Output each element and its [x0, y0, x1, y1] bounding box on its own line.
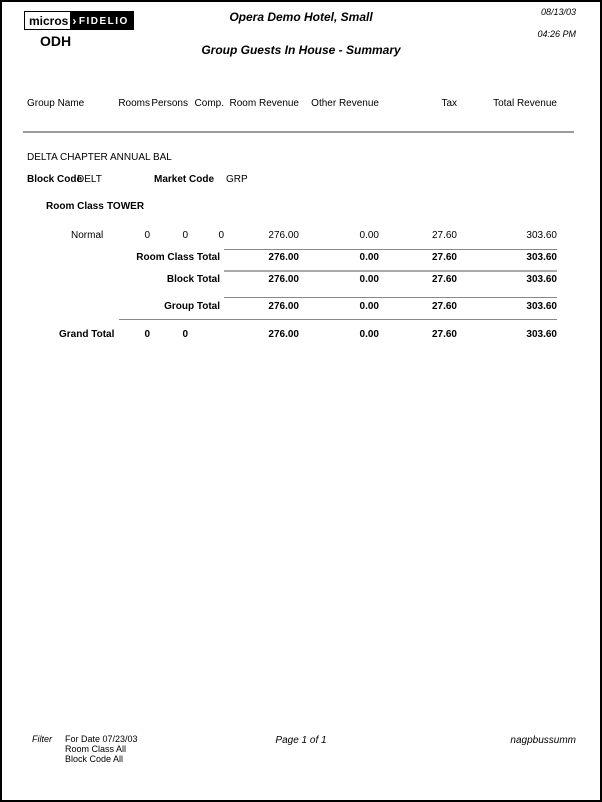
filter-block-code: Block Code All: [65, 754, 124, 764]
column-header-row: [2, 98, 600, 111]
tax-value: 27.60: [431, 252, 457, 263]
comp-value: 0: [218, 230, 224, 241]
table-row-grand-total: [2, 329, 600, 342]
room-class-value: TOWER: [107, 201, 145, 212]
room-revenue-value: 276.00: [268, 301, 299, 312]
column-header-group-name: Group Name: [27, 98, 85, 109]
column-header-tax: Tax: [441, 98, 457, 109]
persons-value: 0: [182, 230, 188, 241]
group-name: DELTA CHAPTER ANNUAL BAL: [27, 152, 172, 163]
header-separator-line: [23, 131, 574, 133]
row-label: Normal: [71, 230, 104, 241]
total-revenue-value: 303.60: [526, 329, 557, 340]
block-total-line: [224, 270, 557, 272]
tax-value: 27.60: [431, 230, 457, 241]
report-run-time: 04:26 PM: [537, 29, 576, 39]
total-revenue-value: 303.60: [526, 230, 557, 241]
logo-arrow-icon: ›: [72, 13, 78, 28]
column-header-other-revenue: Other Revenue: [311, 98, 379, 109]
room-revenue-value: 276.00: [268, 252, 299, 263]
micros-logo-text: micros: [24, 11, 70, 30]
room-class-total-line: [224, 249, 557, 250]
row-label: Block Total: [166, 274, 220, 285]
row-label: Grand Total: [59, 329, 115, 340]
block-code-label: Block Code: [27, 174, 83, 185]
column-header-persons: Persons: [151, 98, 188, 109]
report-title: Group Guests In House - Summary: [201, 43, 401, 57]
grand-total-line: [119, 319, 557, 320]
persons-value: 0: [182, 329, 188, 340]
block-code-value: DELT: [77, 174, 102, 185]
hotel-name: Opera Demo Hotel, Small: [229, 10, 373, 24]
other-revenue-value: 0.00: [359, 274, 379, 285]
rooms-value: 0: [144, 230, 150, 241]
column-header-comp: Comp.: [194, 98, 224, 109]
report-run-date: 08/13/03: [540, 7, 576, 17]
row-label: Group Total: [164, 301, 220, 312]
other-revenue-value: 0.00: [359, 329, 379, 340]
other-revenue-value: 0.00: [359, 252, 379, 263]
table-row-group-total: [2, 301, 600, 314]
property-code: ODH: [40, 33, 72, 49]
group-total-line: [224, 297, 557, 298]
table-row-normal: [2, 230, 600, 243]
room-revenue-value: 276.00: [268, 329, 299, 340]
report-id: nagpbussumm: [510, 735, 576, 746]
market-code-value: GRP: [226, 174, 248, 185]
total-revenue-value: 303.60: [526, 301, 557, 312]
tax-value: 27.60: [431, 329, 457, 340]
table-row-room-class-total: [2, 252, 600, 265]
room-revenue-value: 276.00: [268, 274, 299, 285]
column-header-rooms: Rooms: [118, 98, 150, 109]
column-header-room-revenue: Room Revenue: [229, 98, 299, 109]
other-revenue-value: 0.00: [359, 230, 379, 241]
filter-room-class: Room Class All: [65, 744, 127, 754]
table-row-block-total: [2, 274, 600, 287]
total-revenue-value: 303.60: [526, 274, 557, 285]
block-code-row: [2, 174, 600, 187]
other-revenue-value: 0.00: [359, 301, 379, 312]
filter-for-date: For Date 07/23/03: [65, 734, 138, 744]
room-revenue-value: 276.00: [268, 230, 299, 241]
rooms-value: 0: [144, 329, 150, 340]
tax-value: 27.60: [431, 301, 457, 312]
page-number: Page 1 of 1: [275, 735, 327, 746]
market-code-label: Market Code: [154, 174, 215, 185]
row-label: Room Class Total: [136, 252, 220, 263]
group-name-row: [2, 152, 600, 165]
total-revenue-value: 303.60: [526, 252, 557, 263]
filter-label: Filter: [32, 734, 52, 744]
tax-value: 27.60: [431, 274, 457, 285]
room-class-label: Room Class: [46, 201, 104, 212]
fidelio-logo-text: FIDELIO: [78, 15, 129, 27]
room-class-row: [2, 201, 600, 214]
column-header-total-revenue: Total Revenue: [493, 98, 557, 109]
